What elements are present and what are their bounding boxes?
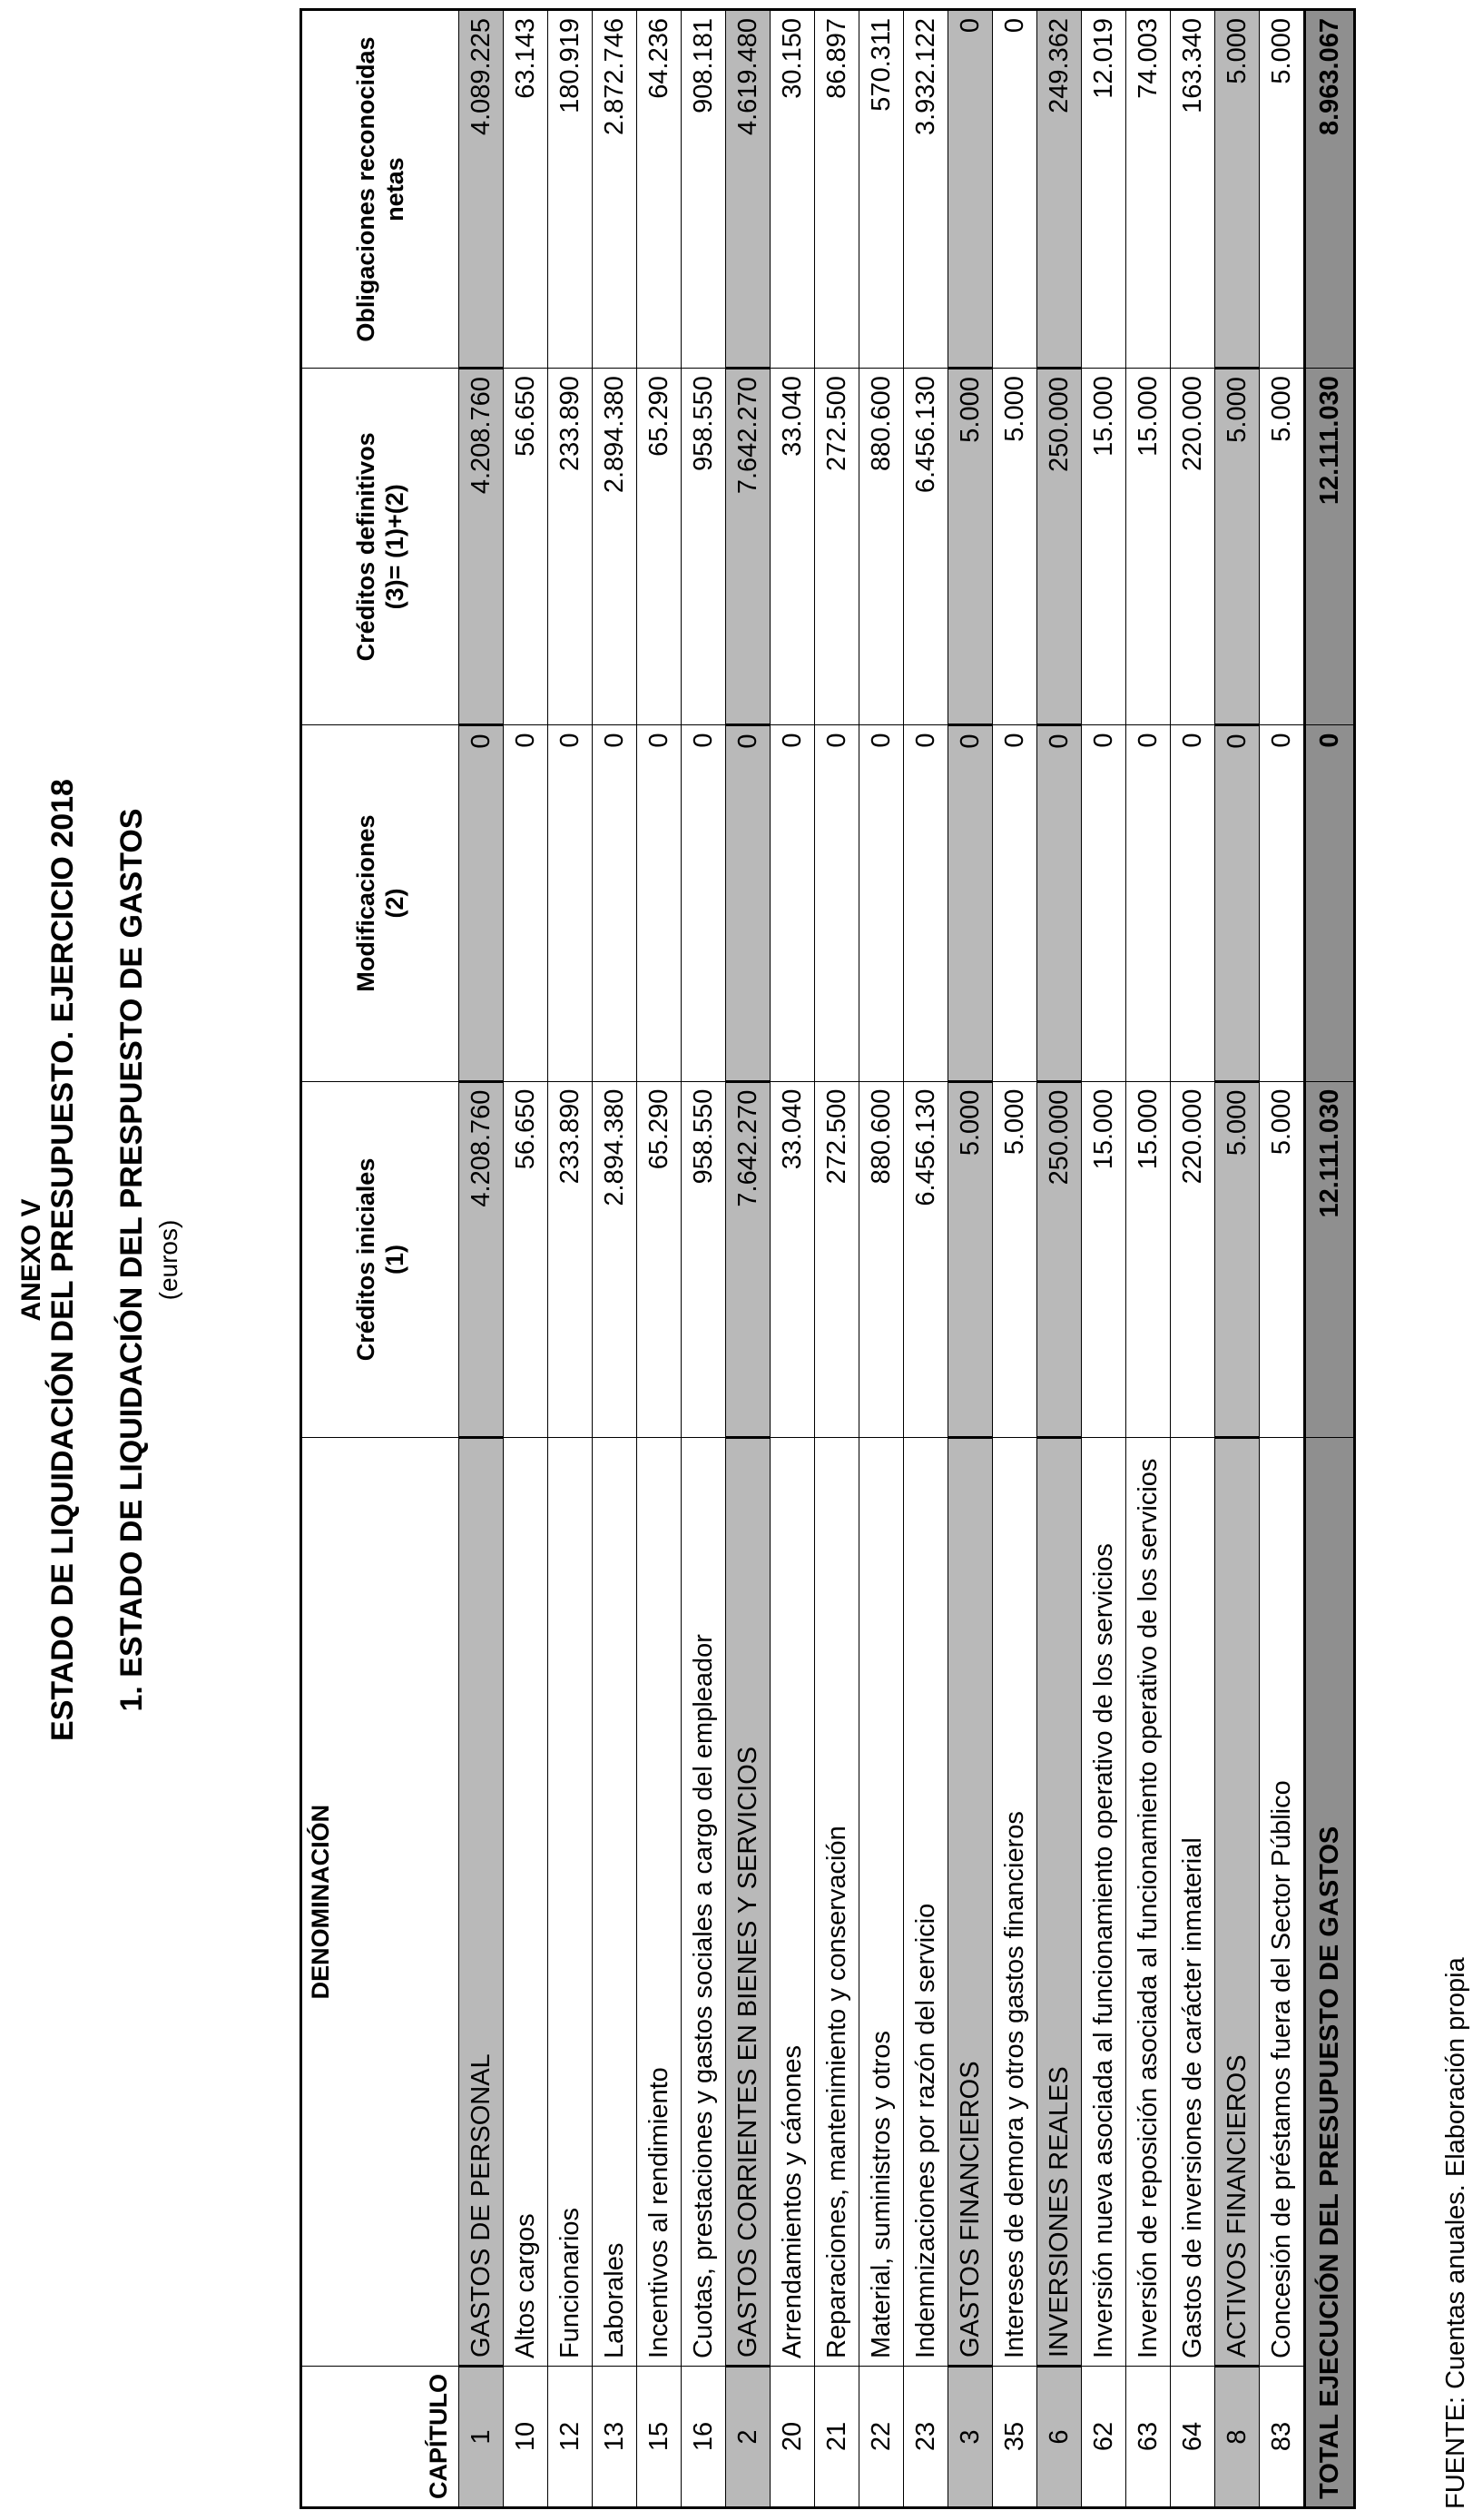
table-row xyxy=(1260,10,1305,2508)
header-obligaciones-label: Obligaciones reconocidas xyxy=(351,36,379,342)
table-body xyxy=(459,10,1305,2508)
cell-creditos-iniciales: 5.000 xyxy=(1215,1081,1260,1438)
cell-creditos-definitivos: 220.000 xyxy=(1171,369,1215,725)
cell-creditos-iniciales: 15.000 xyxy=(1126,1081,1171,1438)
cell-creditos-iniciales: 5.000 xyxy=(1260,1081,1305,1438)
cell-obligaciones: 908.181 xyxy=(682,10,726,369)
table-row xyxy=(1171,10,1215,2508)
total-modificaciones: 0 xyxy=(1305,725,1355,1081)
document-title: ESTADO DE LIQUIDACIÓN DEL PRESUPUESTO. EJERCICIO 2018 xyxy=(45,779,80,1741)
cell-capitulo: 16 xyxy=(682,2367,726,2508)
cell-capitulo: 6 xyxy=(1037,2367,1082,2508)
cell-obligaciones: 12.019 xyxy=(1082,10,1126,369)
cell-creditos-iniciales: 233.890 xyxy=(548,1081,593,1438)
cell-creditos-definitivos: 5.000 xyxy=(993,369,1037,725)
cell-obligaciones: 74.003 xyxy=(1126,10,1171,369)
cell-denominacion: Concesión de préstamos fuera del Sector Público xyxy=(1260,1438,1305,2367)
total-creditos-definitivos: 12.111.030 xyxy=(1305,369,1355,725)
cell-creditos-definitivos: 2.894.380 xyxy=(593,369,637,725)
cell-modificaciones: 0 xyxy=(993,725,1037,1081)
cell-modificaciones: 0 xyxy=(1037,725,1082,1081)
cell-capitulo: 22 xyxy=(859,2367,904,2508)
section-title: 1. ESTADO DE LIQUIDACIÓN DEL PRESPUESTO DE GASTOS xyxy=(114,808,149,1712)
cell-creditos-iniciales: 7.642.270 xyxy=(726,1081,771,1438)
cell-creditos-definitivos: 65.290 xyxy=(637,369,682,725)
cell-denominacion: GASTOS DE PERSONAL xyxy=(459,1438,504,2367)
total-obligaciones: 8.963.067 xyxy=(1305,10,1355,369)
cell-creditos-iniciales: 6.456.130 xyxy=(904,1081,948,1438)
cell-modificaciones: 0 xyxy=(1260,725,1305,1081)
cell-modificaciones: 0 xyxy=(1171,725,1215,1081)
table-row xyxy=(1126,10,1171,2508)
cell-creditos-definitivos: 6.456.130 xyxy=(904,369,948,725)
cell-obligaciones: 86.897 xyxy=(815,10,859,369)
total-creditos-iniciales: 12.111.030 xyxy=(1305,1081,1355,1438)
header-capitulo: CAPÍTULO xyxy=(301,2367,459,2508)
cell-creditos-iniciales: 4.208.760 xyxy=(459,1081,504,1438)
budget-table xyxy=(300,8,1356,2509)
cell-denominacion: Cuotas, prestaciones y gastos sociales a cargo del empleador xyxy=(682,1438,726,2367)
cell-capitulo: 3 xyxy=(948,2367,993,2508)
table-row xyxy=(904,10,948,2508)
cell-obligaciones: 5.000 xyxy=(1260,10,1305,369)
annex-title: ANEXO V xyxy=(16,1198,46,1322)
cell-obligaciones: 570.311 xyxy=(859,10,904,369)
cell-denominacion: Intereses de demora y otros gastos financieros xyxy=(993,1438,1037,2367)
table-row xyxy=(682,10,726,2508)
cell-obligaciones: 0 xyxy=(993,10,1037,369)
cell-capitulo: 23 xyxy=(904,2367,948,2508)
cell-creditos-iniciales: 250.000 xyxy=(1037,1081,1082,1438)
cell-obligaciones: 64.236 xyxy=(637,10,682,369)
cell-capitulo: 64 xyxy=(1171,2367,1215,2508)
cell-creditos-iniciales: 220.000 xyxy=(1171,1081,1215,1438)
cell-creditos-definitivos: 880.600 xyxy=(859,369,904,725)
header-obligaciones xyxy=(301,10,459,369)
table-row xyxy=(548,10,593,2508)
cell-modificaciones: 0 xyxy=(815,725,859,1081)
source-note: FUENTE: Cuentas anuales. Elaboración propia xyxy=(1441,1957,1470,2509)
total-row xyxy=(1305,10,1355,2508)
table-row xyxy=(815,10,859,2508)
cell-creditos-iniciales: 15.000 xyxy=(1082,1081,1126,1438)
header-creditos-definitivos xyxy=(301,369,459,725)
cell-denominacion: Altos cargos xyxy=(504,1438,548,2367)
cell-creditos-definitivos: 56.650 xyxy=(504,369,548,725)
cell-creditos-definitivos: 7.642.270 xyxy=(726,369,771,725)
cell-modificaciones: 0 xyxy=(1126,725,1171,1081)
cell-creditos-iniciales: 958.550 xyxy=(682,1081,726,1438)
cell-obligaciones: 30.150 xyxy=(771,10,815,369)
cell-obligaciones: 249.362 xyxy=(1037,10,1082,369)
cell-denominacion: Reparaciones, mantenimiento y conservación xyxy=(815,1438,859,2367)
cell-modificaciones: 0 xyxy=(948,725,993,1081)
cell-obligaciones: 63.143 xyxy=(504,10,548,369)
cell-denominacion: Incentivos al rendimiento xyxy=(637,1438,682,2367)
header-modificaciones-sub: (2) xyxy=(381,888,408,919)
cell-modificaciones: 0 xyxy=(504,725,548,1081)
cell-creditos-definitivos: 958.550 xyxy=(682,369,726,725)
cell-denominacion: Indemnizaciones por razón del servicio xyxy=(904,1438,948,2367)
header-modificaciones xyxy=(301,725,459,1081)
chapter-row xyxy=(726,10,771,2508)
cell-denominacion: Gastos de inversiones de carácter inmaterial xyxy=(1171,1438,1215,2367)
cell-creditos-definitivos: 5.000 xyxy=(1260,369,1305,725)
cell-obligaciones: 2.872.746 xyxy=(593,10,637,369)
table-row xyxy=(637,10,682,2508)
cell-denominacion: Arrendamientos y cánones xyxy=(771,1438,815,2367)
cell-capitulo: 8 xyxy=(1215,2367,1260,2508)
cell-modificaciones: 0 xyxy=(904,725,948,1081)
cell-denominacion: Inversión nueva asociada al funcionamiento operativo de los servicios xyxy=(1082,1438,1126,2367)
cell-obligaciones: 180.919 xyxy=(548,10,593,369)
header-creditos-definitivos-sub: (3)= (1)+(2) xyxy=(381,484,408,610)
cell-modificaciones: 0 xyxy=(459,725,504,1081)
table-row xyxy=(993,10,1037,2508)
units-label: (euros) xyxy=(154,1219,182,1301)
table-row xyxy=(504,10,548,2508)
cell-capitulo: 12 xyxy=(548,2367,593,2508)
cell-creditos-definitivos: 15.000 xyxy=(1126,369,1171,725)
cell-capitulo: 2 xyxy=(726,2367,771,2508)
cell-creditos-definitivos: 272.500 xyxy=(815,369,859,725)
header-modificaciones-label: Modificaciones xyxy=(351,814,379,992)
cell-creditos-iniciales: 33.040 xyxy=(771,1081,815,1438)
cell-creditos-iniciales: 65.290 xyxy=(637,1081,682,1438)
header-denominacion: DENOMINACIÓN xyxy=(301,1438,459,2367)
cell-capitulo: 1 xyxy=(459,2367,504,2508)
cell-modificaciones: 0 xyxy=(682,725,726,1081)
cell-denominacion: Inversión de reposición asociada al funcionamiento operativo de los servicios xyxy=(1126,1438,1171,2367)
cell-obligaciones: 163.340 xyxy=(1171,10,1215,369)
cell-denominacion: INVERSIONES REALES xyxy=(1037,1438,1082,2367)
cell-creditos-definitivos: 233.890 xyxy=(548,369,593,725)
cell-obligaciones: 4.619.480 xyxy=(726,10,771,369)
cell-obligaciones: 3.932.122 xyxy=(904,10,948,369)
cell-creditos-iniciales: 5.000 xyxy=(993,1081,1037,1438)
cell-denominacion: GASTOS FINANCIEROS xyxy=(948,1438,993,2367)
chapter-row xyxy=(948,10,993,2508)
cell-obligaciones: 5.000 xyxy=(1215,10,1260,369)
cell-modificaciones: 0 xyxy=(1082,725,1126,1081)
chapter-row xyxy=(1037,10,1082,2508)
cell-denominacion: Funcionarios xyxy=(548,1438,593,2367)
table-row xyxy=(771,10,815,2508)
table-row xyxy=(1082,10,1126,2508)
cell-creditos-definitivos: 4.208.760 xyxy=(459,369,504,725)
cell-capitulo: 83 xyxy=(1260,2367,1305,2508)
cell-modificaciones: 0 xyxy=(1215,725,1260,1081)
cell-creditos-definitivos: 15.000 xyxy=(1082,369,1126,725)
cell-creditos-iniciales: 2.894.380 xyxy=(593,1081,637,1438)
cell-creditos-iniciales: 272.500 xyxy=(815,1081,859,1438)
chapter-row xyxy=(1215,10,1260,2508)
cell-creditos-definitivos: 5.000 xyxy=(948,369,993,725)
cell-capitulo: 10 xyxy=(504,2367,548,2508)
header-creditos-iniciales xyxy=(301,1081,459,1438)
cell-denominacion: Material, suministros y otros xyxy=(859,1438,904,2367)
cell-capitulo: 13 xyxy=(593,2367,637,2508)
cell-capitulo: 35 xyxy=(993,2367,1037,2508)
total-label: TOTAL EJECUCIÓN DEL PRESUPUESTO DE GASTOS xyxy=(1305,1438,1355,2508)
header-creditos-iniciales-sub: (1) xyxy=(381,1244,408,1275)
cell-creditos-iniciales: 56.650 xyxy=(504,1081,548,1438)
cell-capitulo: 62 xyxy=(1082,2367,1126,2508)
header-obligaciones-sub: netas xyxy=(381,157,408,221)
cell-modificaciones: 0 xyxy=(637,725,682,1081)
table-header-row xyxy=(301,10,459,2508)
header-creditos-definitivos-label: Créditos definitivos xyxy=(351,432,379,662)
cell-creditos-iniciales: 880.600 xyxy=(859,1081,904,1438)
cell-modificaciones: 0 xyxy=(859,725,904,1081)
cell-modificaciones: 0 xyxy=(771,725,815,1081)
table-row xyxy=(859,10,904,2508)
cell-creditos-definitivos: 33.040 xyxy=(771,369,815,725)
cell-creditos-definitivos: 5.000 xyxy=(1215,369,1260,725)
cell-modificaciones: 0 xyxy=(548,725,593,1081)
cell-denominacion: ACTIVOS FINANCIEROS xyxy=(1215,1438,1260,2367)
table-row xyxy=(593,10,637,2508)
chapter-row xyxy=(459,10,504,2508)
cell-denominacion: GASTOS CORRIENTES EN BIENES Y SERVICIOS xyxy=(726,1438,771,2367)
cell-capitulo: 20 xyxy=(771,2367,815,2508)
header-creditos-iniciales-label: Créditos iniciales xyxy=(351,1157,379,1362)
cell-creditos-iniciales: 5.000 xyxy=(948,1081,993,1438)
cell-creditos-definitivos: 250.000 xyxy=(1037,369,1082,725)
cell-modificaciones: 0 xyxy=(593,725,637,1081)
cell-modificaciones: 0 xyxy=(726,725,771,1081)
cell-capitulo: 15 xyxy=(637,2367,682,2508)
cell-obligaciones: 4.089.225 xyxy=(459,10,504,369)
cell-capitulo: 21 xyxy=(815,2367,859,2508)
cell-obligaciones: 0 xyxy=(948,10,993,369)
cell-capitulo: 63 xyxy=(1126,2367,1171,2508)
cell-denominacion: Laborales xyxy=(593,1438,637,2367)
